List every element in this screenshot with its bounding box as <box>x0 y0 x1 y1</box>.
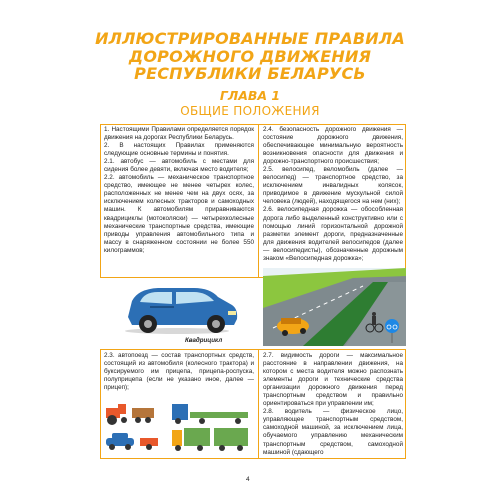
paragraph: 1. Настоящими Правилами определяется порядок движения на дорогах Республики Беларусь. <box>104 126 254 142</box>
page-title <box>0 30 500 83</box>
paragraph: 2.7. видимость дороги — максимальное расстояние в направлении движения, на котором с места водителя можно распознать элементы дороги и технические средства организации дорожного движения перед транспортным средством и правильно ориентироваться при управлении им; <box>263 352 403 408</box>
paragraph: 2.3. автопоезд — состав транспортных средств, состоящий из автомобиля (колесного трактора) и буксируемого им прицепа, прицепа-роспуска, полуприцепа (если не указано иное, далее — прицеп); <box>104 352 254 392</box>
right-column-text <box>263 126 403 263</box>
column-divider <box>258 349 259 459</box>
road-train-illustration <box>102 398 254 456</box>
bottom-right-text <box>263 352 403 457</box>
title-line-2: ДОРОЖНОГО ДВИЖЕНИЯ <box>128 46 372 66</box>
column-divider <box>258 124 259 278</box>
section-heading: ОБЩИЕ ПОЛОЖЕНИЯ <box>180 104 320 118</box>
bottom-left-text <box>104 352 254 392</box>
quadricycle-illustration <box>110 283 248 335</box>
page-number: 4 <box>246 476 250 483</box>
bike-lane-illustration <box>263 268 406 346</box>
image-caption: Квадрицикл <box>185 337 223 344</box>
paragraph: 2.2. автомобиль — механическое транспортное средство, имеющее не менее четырех колес, расположенных не менее чем на двух осях, за исключением колесных тракторов и самоходных машин. К автомобилям приравниваются квадрициклы (мотоколяски) — четырехколесные механические транспортные средства, имеющие приводы управления автомобильного типа и массу в снаряженном состоянии не более 550 килограммов; <box>104 174 254 254</box>
paragraph: 2.1. автобус — автомобиль с местами для сидения более девяти, включая место водителя; <box>104 158 254 174</box>
paragraph: 2.8. водитель — физическое лицо, управляющее транспортным средством, самоходной машиной, за исключением лица, обучаемого управлению механическим транспортным средством, самоходной машиной (сдающего <box>263 408 403 456</box>
paragraph: 2.4. безопасность дорожного движения — состояние дорожного движения, обеспечивающее минимальную вероятность возникновения опасности для движения и дорожно-транспортного происшествия; <box>263 126 403 166</box>
title-line-3: РЕСПУБЛИКИ БЕЛАРУСЬ <box>134 64 366 83</box>
left-column-text <box>104 126 254 255</box>
paragraph: 2.6. велосипедная дорожка — обособленная дорога либо выделенный конструктивно или с помощью линий горизонтальной дорожной разметки элемент дороги, предназначенные для движения водителей велосипедов (далее — велосипедисты), обозначенные дорожным знаком «Велосипедная дорожка»; <box>263 206 403 262</box>
paragraph: 2. В настоящих Правилах применяются следующие основные термины и понятия. <box>104 142 254 158</box>
paragraph: 2.5. велосипед, веломобиль (далее — велосипед) — транспортное средство, за исключением инвалидных колясок, приводимое в движение мускульной силой человека (людей), находящегося на нем (них); <box>263 166 403 206</box>
chapter-heading: ГЛАВА 1 <box>219 88 281 103</box>
title-line-1: ИЛЛЮСТРИРОВАННЫЕ ПРАВИЛА <box>95 29 405 48</box>
